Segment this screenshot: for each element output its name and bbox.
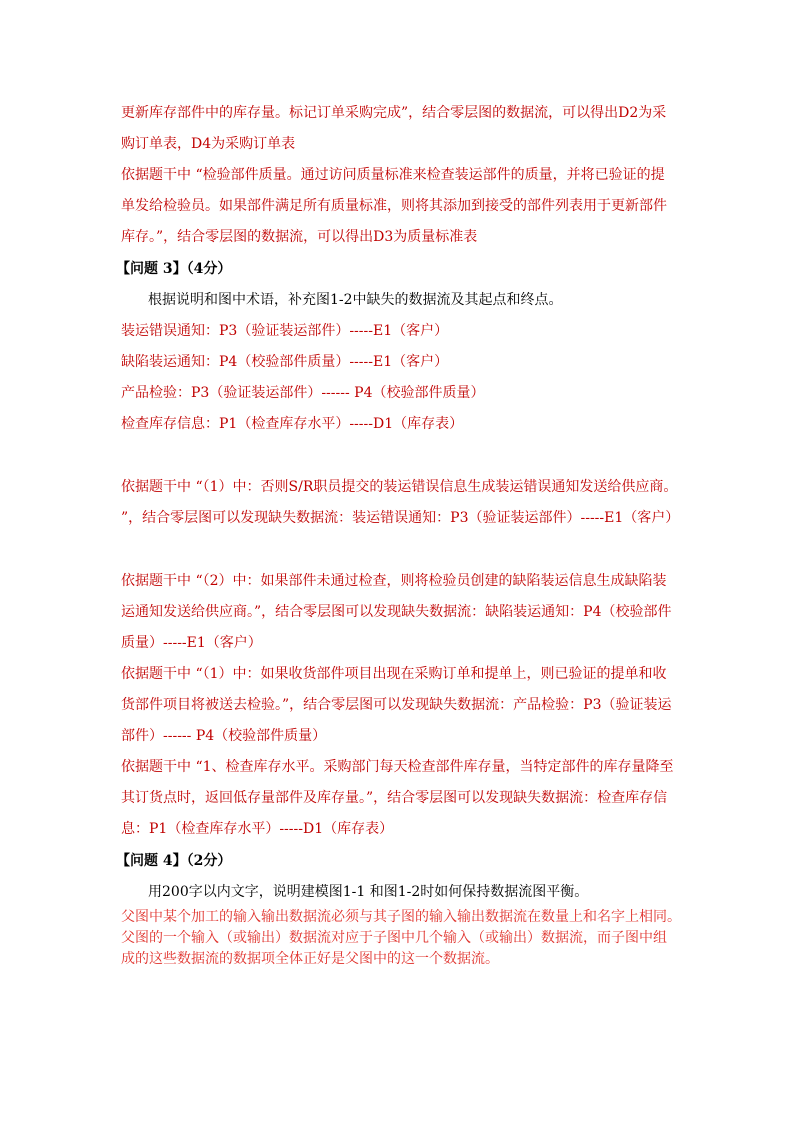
text-line: 依据题干中 “检验部件质量。通过访问质量标准来检查装运部件的质量，并将已验证的提 <box>121 167 665 183</box>
question-3-prompt: 根据说明和图中术语，补充图1-2中缺失的数据流及其起点和终点。 <box>148 292 563 308</box>
explanation-line: 依据题干中 “（1）中：否则S/R职员提交的装运错误信息生成装运错误通知发送给供应商。 <box>121 479 678 495</box>
question-4-prompt: 用200字以内文字，说明建模图1-1 和图1-2时如何保持数据流图平衡。 <box>148 884 589 900</box>
text-line: 库存。”，结合零层图的数据流，可以得出D3为质量标准表 <box>121 229 478 245</box>
text-line: 更新库存部件中的库存量。标记订单采购完成”，结合零层图的数据流，可以得出D2为采 <box>121 105 667 121</box>
answer-line: 检查库存信息：P1（检查库存水平）-----D1（库存表） <box>121 416 464 432</box>
answer-line: 缺陷装运通知：P4（校验部件质量）-----E1（客户） <box>121 354 449 370</box>
explanation-line: 依据题干中 “（2）中：如果部件未通过检查，则将检验员创建的缺陷装运信息生成缺陷装 <box>121 573 667 589</box>
question-3-heading: 【问题 3】（4分） <box>116 261 232 277</box>
explanation-line: 其订货点时，返回低存量部件及库存量。”，结合零层图可以发现缺失数据流：检查库存信 <box>121 790 668 806</box>
explanation-line: 货部件项目将被送去检验。”，结合零层图可以发现缺失数据流：产品检验：P3（验证装运 <box>121 697 672 713</box>
answer-line: 产品检验：P3（验证装运部件）------ P4（校验部件质量） <box>121 385 485 401</box>
explanation-line: 依据题干中 “1、检查库存水平。采购部门每天检查部件库存量，当特定部件的库存量降至 <box>121 759 674 775</box>
explanation-line: 运通知发送给供应商。”，结合零层图可以发现缺失数据流：缺陷装运通知：P4（校验部件 <box>121 604 672 620</box>
answer-line: 装运错误通知：P3（验证装运部件）-----E1（客户） <box>121 323 449 339</box>
answer-line: 父图中某个加工的输入输出数据流必须与其子图的输入输出数据流在数量上和名字上相同。 <box>121 909 681 925</box>
text-line: 单发给检验员。如果部件满足所有质量标准，则将其添加到接受的部件列表用于更新部件 <box>121 198 667 214</box>
question-4-heading: 【问题 4】（2分） <box>116 853 232 869</box>
explanation-line: 部件）------ P4（校验部件质量） <box>121 728 327 744</box>
explanation-line: ”，结合零层图可以发现缺失数据流：装运错误通知：P3（验证装运部件）-----E1（客户） <box>121 510 680 526</box>
answer-line: 父图的一个输入（或输出）数据流对应于子图中几个输入（或输出）数据流，而子图中组 <box>121 930 667 946</box>
explanation-line: 息：P1（检查库存水平）-----D1（库存表） <box>121 821 394 837</box>
explanation-line: 依据题干中 “（1）中：如果收货部件项目出现在采购订单和提单上，则已验证的提单和收 <box>121 666 667 682</box>
explanation-line: 质量）-----E1（客户） <box>121 635 262 651</box>
text-line: 购订单表，D4为采购订单表 <box>121 136 296 152</box>
answer-line: 成的这些数据流的数据项全体正好是父图中的这一个数据流。 <box>121 951 499 967</box>
